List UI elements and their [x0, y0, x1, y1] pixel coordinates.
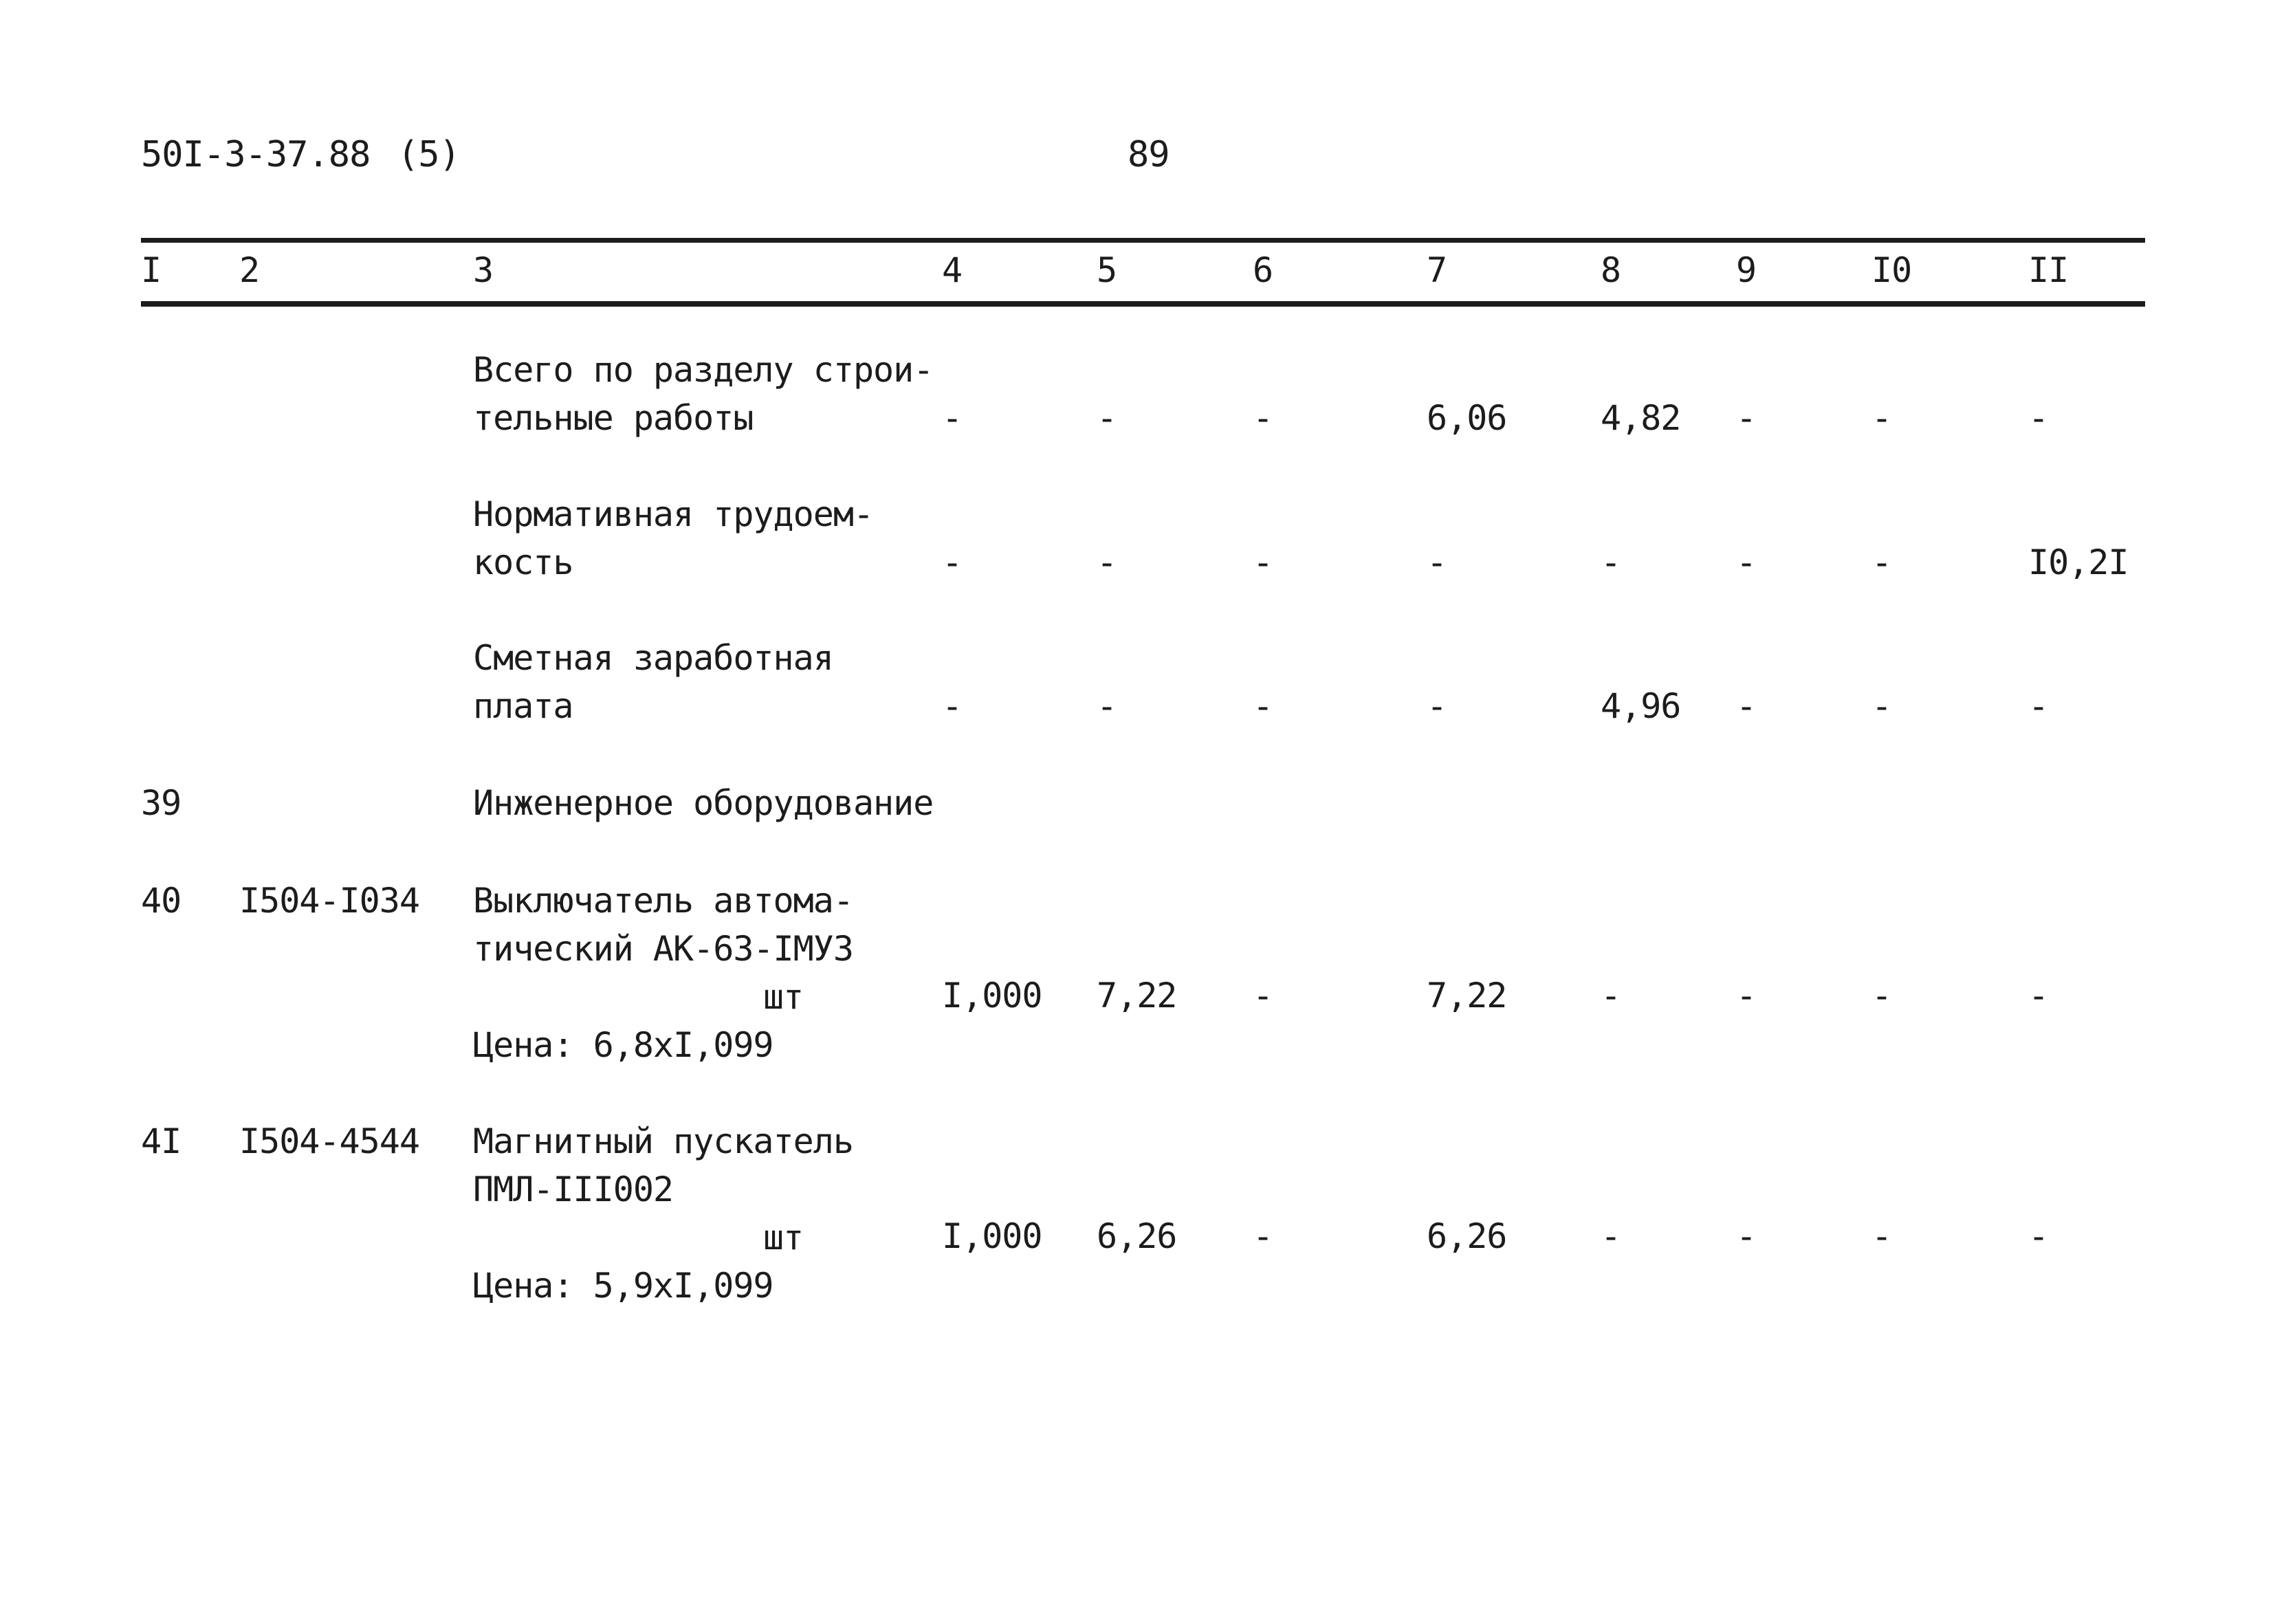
item-name-line2: тический АК-63-IМУЗ — [473, 929, 853, 969]
row-description-line1: Сметная заработная — [473, 638, 833, 678]
cell-col6: - — [1253, 542, 1273, 582]
item-number: 4I — [141, 1121, 182, 1161]
cell-col8: 4,82 — [1601, 398, 1681, 438]
row-description-line2: тельные работы — [473, 398, 754, 438]
cell-col7: - — [1427, 686, 1447, 726]
cell-col6: - — [1253, 398, 1273, 438]
row-description-line1: Нормативная трудоем- — [473, 494, 874, 534]
cell-col9: - — [1736, 398, 1757, 438]
column-header-7: 7 — [1427, 250, 1447, 290]
cell-col10: - — [1871, 686, 1892, 726]
cell-col11: - — [2028, 398, 2049, 438]
item-code: I504-4544 — [239, 1121, 419, 1161]
cell-col6: - — [1253, 1216, 1273, 1256]
column-header-6: 6 — [1253, 250, 1273, 290]
cell-col11: - — [2028, 686, 2049, 726]
cell-col4: - — [942, 398, 963, 438]
cell-col9: - — [1736, 976, 1757, 1016]
cell-col9: - — [1736, 686, 1757, 726]
column-header-10: I0 — [1871, 250, 1912, 290]
cell-col5: - — [1097, 542, 1117, 582]
page-number: 89 — [1128, 134, 1170, 175]
section-number: 39 — [141, 783, 182, 823]
cell-col5: 6,26 — [1097, 1216, 1177, 1256]
cell-col7: 7,22 — [1427, 976, 1507, 1016]
header-top-rule — [141, 238, 2145, 243]
cell-col8: - — [1601, 542, 1621, 582]
cell-col8: 4,96 — [1601, 686, 1681, 726]
cell-col6: - — [1253, 976, 1273, 1016]
cell-col11: I0,2I — [2028, 542, 2129, 582]
column-header-5: 5 — [1097, 250, 1117, 290]
cell-col10: - — [1871, 398, 1892, 438]
cell-col8: - — [1601, 976, 1621, 1016]
item-price: Цена: 5,9хI,099 — [473, 1266, 773, 1306]
column-header-3: 3 — [473, 250, 494, 290]
cell-col4: - — [942, 542, 963, 582]
cell-col10: - — [1871, 976, 1892, 1016]
cell-col5: 7,22 — [1097, 976, 1177, 1016]
cell-col4: - — [942, 686, 963, 726]
cell-col7: - — [1427, 542, 1447, 582]
cell-col7: 6,26 — [1427, 1216, 1507, 1256]
cell-col5: - — [1097, 398, 1117, 438]
cell-col4: I,000 — [942, 1216, 1042, 1256]
cell-col10: - — [1871, 542, 1892, 582]
column-header-8: 8 — [1601, 250, 1621, 290]
item-price: Цена: 6,8хI,099 — [473, 1025, 773, 1065]
cell-col11: - — [2028, 1216, 2049, 1256]
cell-col11: - — [2028, 976, 2049, 1016]
cell-col9: - — [1736, 542, 1757, 582]
row-description-line1: Всего по разделу строи- — [473, 350, 934, 390]
row-description-line2: кость — [473, 542, 573, 582]
column-header-4: 4 — [942, 250, 963, 290]
item-name-line1: Магнитный пускатель — [473, 1121, 853, 1161]
section-title: Инженерное оборудование — [473, 783, 934, 823]
document-code: 50I-3-37.88 — [141, 134, 371, 175]
column-header-9: 9 — [1736, 250, 1757, 290]
cell-col7: 6,06 — [1427, 398, 1507, 438]
cell-col9: - — [1736, 1216, 1757, 1256]
cell-col5: - — [1097, 686, 1117, 726]
cell-col8: - — [1601, 1216, 1621, 1256]
item-code: I504-I034 — [239, 881, 419, 921]
column-header-2: 2 — [239, 250, 260, 290]
cell-col6: - — [1253, 686, 1273, 726]
cell-col10: - — [1871, 1216, 1892, 1256]
header-bottom-rule — [141, 301, 2145, 307]
cell-col4: I,000 — [942, 976, 1042, 1016]
item-unit: шт — [763, 977, 804, 1017]
item-unit: шт — [763, 1218, 804, 1258]
document-part: (5) — [397, 134, 460, 175]
item-number: 40 — [141, 881, 182, 921]
item-name-line2: ПМЛ-III002 — [473, 1170, 674, 1209]
column-header-1: I — [141, 250, 162, 290]
column-header-11: II — [2028, 250, 2069, 290]
item-name-line1: Выключатель автома- — [473, 881, 853, 921]
row-description-line2: плата — [473, 686, 573, 726]
